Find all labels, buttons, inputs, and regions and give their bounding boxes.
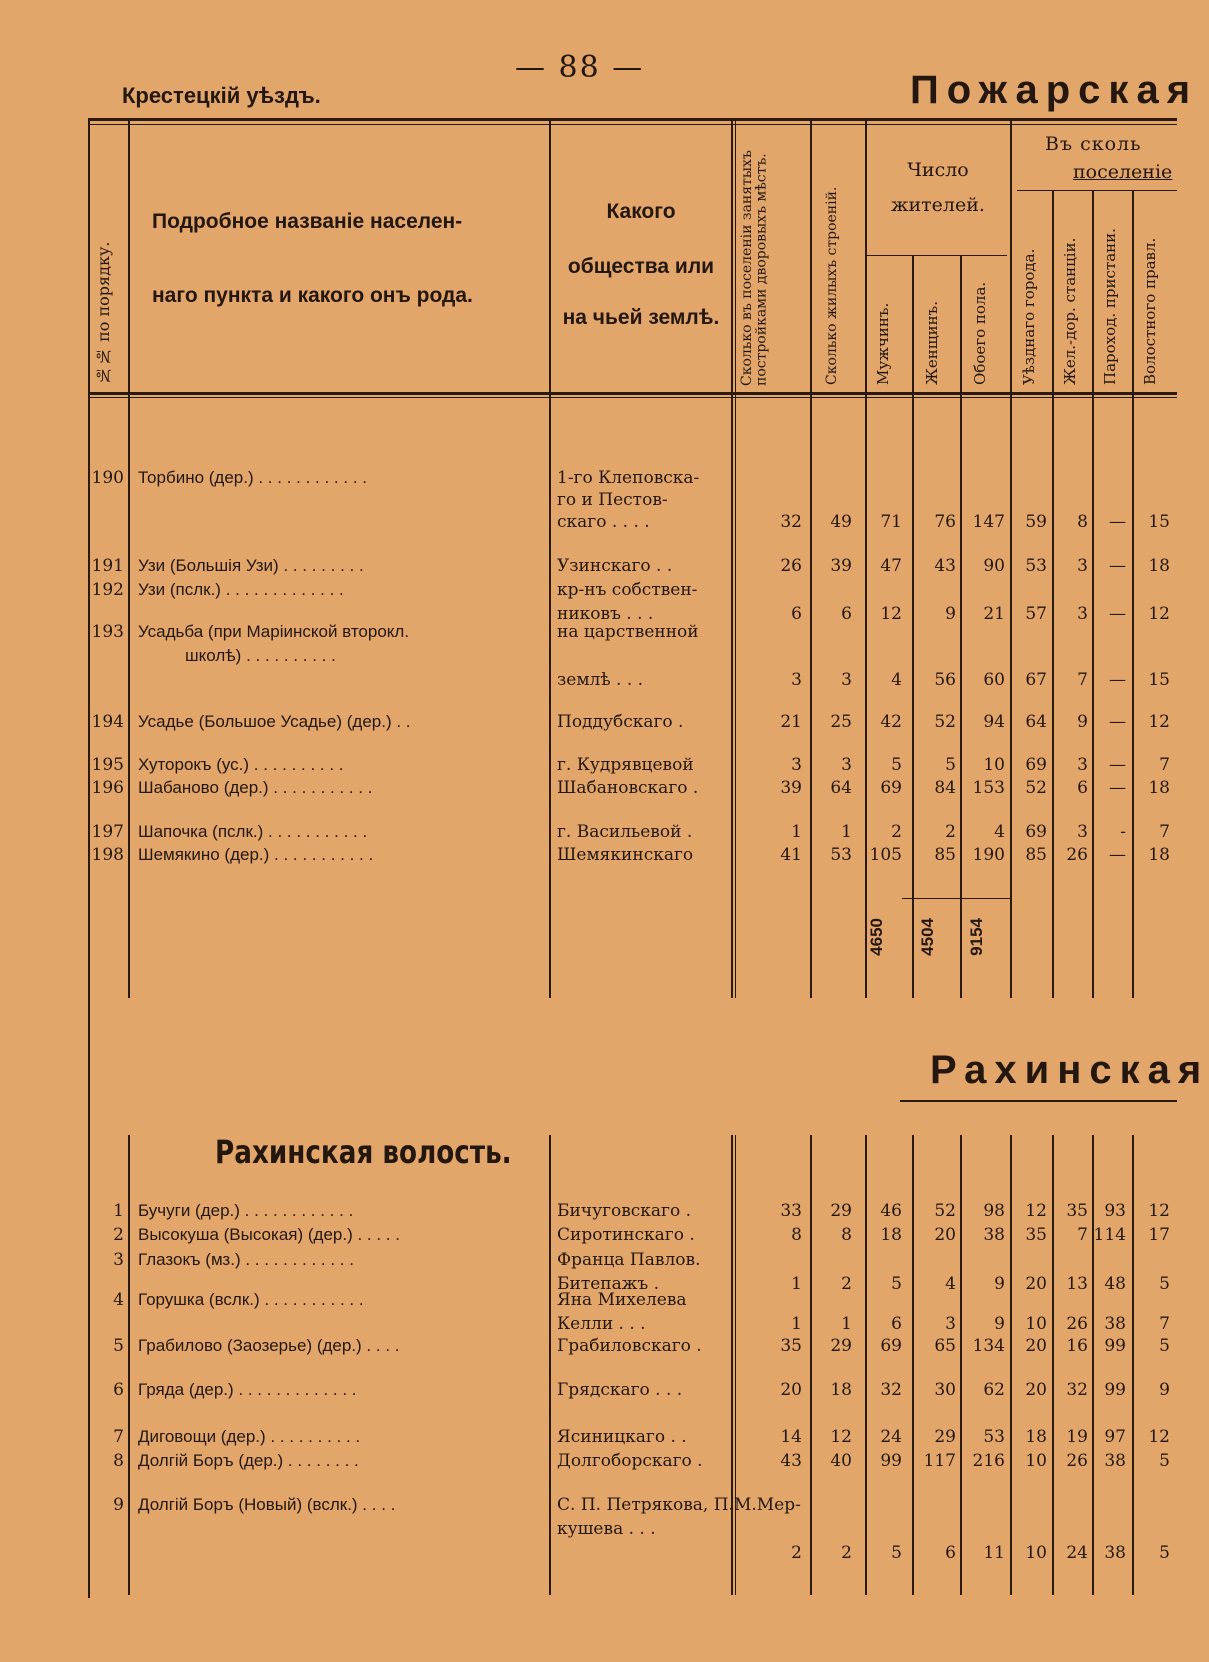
society-name: Грядскаго . . . [557, 1380, 683, 1400]
cell-vol: 15 [1148, 670, 1170, 690]
row-number: 3 [113, 1250, 124, 1270]
cell-f: 85 [934, 845, 956, 865]
cell-bld: 3 [841, 755, 852, 775]
cell-f: 65 [934, 1336, 956, 1356]
cell-pier: 38 [1104, 1451, 1126, 1471]
cell-bld: 2 [841, 1543, 852, 1563]
cell-rail: 35 [1066, 1201, 1088, 1221]
total-women: 4504 [918, 918, 937, 956]
header-col-both: Обоего пола. [971, 281, 989, 385]
cell-rail: 26 [1066, 845, 1088, 865]
cell-t: 38 [983, 1225, 1005, 1245]
cell-f: 9 [945, 604, 956, 624]
cell-f: 84 [934, 778, 956, 798]
cell-rail: 8 [1077, 512, 1088, 532]
cell-f: 52 [934, 1201, 956, 1221]
cell-town: 35 [1025, 1225, 1047, 1245]
cell-rail: 6 [1077, 778, 1088, 798]
header-top-rule-thin [88, 124, 1177, 125]
cell-f: 43 [934, 556, 956, 576]
cell-town: 52 [1025, 778, 1047, 798]
row-number: 9 [113, 1495, 124, 1515]
settlement-name: Бучуги (дер.) . . . . . . . . . . . . [138, 1201, 354, 1220]
cell-vol: 18 [1148, 778, 1170, 798]
settlement-name: Шемякино (дер.) . . . . . . . . . . . [138, 845, 374, 864]
cell-pier: — [1109, 755, 1126, 775]
section2-title: Рахинская волость. [215, 1133, 512, 1171]
cell-t: 98 [983, 1201, 1005, 1221]
cell-rail: 3 [1077, 822, 1088, 842]
society-name-cont: скаго . . . . [557, 512, 650, 532]
cell-f: 29 [934, 1427, 956, 1447]
settlement-name: Долгій Боръ (дер.) . . . . . . . . [138, 1451, 359, 1470]
cell-vol: 7 [1159, 822, 1170, 842]
row-number: 192 [91, 580, 124, 600]
cell-f: 76 [934, 512, 956, 532]
cell-t: 190 [972, 845, 1005, 865]
cell-rail: 3 [1077, 755, 1088, 775]
cell-vol: 17 [1148, 1225, 1170, 1245]
cell-town: 69 [1025, 755, 1047, 775]
cell-bld: 25 [830, 712, 852, 732]
settlement-name: Шабаново (дер.) . . . . . . . . . . . [138, 778, 373, 797]
cell-m: 32 [880, 1380, 902, 1400]
settlement-name: Глазокъ (мз.) . . . . . . . . . . . . [138, 1250, 354, 1269]
cell-t: 4 [994, 822, 1005, 842]
cell-rail: 16 [1066, 1336, 1088, 1356]
header-col-rail: Жел.-дор. станціи. [1061, 237, 1079, 385]
cell-pier: 114 [1093, 1225, 1126, 1245]
cell-pier: 38 [1104, 1543, 1126, 1563]
cell-t: 153 [972, 778, 1005, 798]
header-bottom-rule-thin [88, 397, 1177, 398]
cell-bld: 40 [830, 1451, 852, 1471]
table-row [0, 1225, 1177, 1247]
header-col-no: №№ по порядку. [94, 241, 113, 385]
cell-rail: 13 [1066, 1274, 1088, 1294]
table-row [0, 580, 1177, 624]
cell-bld: 64 [830, 778, 852, 798]
cell-vol: 5 [1159, 1451, 1170, 1471]
cell-pier: - [1120, 822, 1126, 842]
row-number: 198 [91, 845, 124, 865]
cell-t: 9 [994, 1274, 1005, 1294]
cell-m: 42 [880, 712, 902, 732]
header-col-yards: Сколько въ поселеніи занятыхъ постройками дворовыхъ мѣстъ. [739, 150, 770, 386]
header-bottom-rule [88, 392, 1177, 395]
cell-yards: 1 [791, 822, 802, 842]
society-name: Ясиницкаго . . [557, 1427, 687, 1447]
cell-yards: 1 [791, 1314, 802, 1334]
settlement-name: Усадье (Большое Усадье) (дер.) . . [138, 712, 411, 731]
cell-pier: — [1109, 778, 1126, 798]
cell-town: 69 [1025, 822, 1047, 842]
society-name-cont: никовъ . . . [557, 604, 654, 624]
cell-t: 62 [983, 1380, 1005, 1400]
cell-bld: 3 [841, 670, 852, 690]
cell-town: 57 [1025, 604, 1047, 624]
cell-t: 94 [983, 712, 1005, 732]
cell-vol: 12 [1148, 712, 1170, 732]
header-top-rule [88, 118, 1177, 121]
header-col-name-line2: наго пункта и какого онъ рода. [152, 284, 473, 307]
settlement-name: Узи (пслк.) . . . . . . . . . . . . . [138, 580, 344, 599]
page-number: — 88 — [515, 50, 645, 85]
cell-pier: 99 [1104, 1336, 1126, 1356]
cell-bld: 39 [830, 556, 852, 576]
cell-pier: 48 [1104, 1274, 1126, 1294]
society-name: на царственной [557, 622, 699, 642]
row-number: 1 [113, 1201, 124, 1221]
header-col-society-line2: общества или [567, 255, 715, 278]
row-number: 4 [113, 1290, 124, 1310]
cell-yards: 20 [780, 1380, 802, 1400]
row-number: 8 [113, 1451, 124, 1471]
table-row [0, 845, 1177, 867]
cell-f: 4 [945, 1274, 956, 1294]
header-col-volost: Волостного правл. [1141, 237, 1159, 385]
cell-yards: 3 [791, 670, 802, 690]
cell-pier: — [1109, 845, 1126, 865]
row-number: 6 [113, 1380, 124, 1400]
table-row [0, 1201, 1177, 1223]
table-row [0, 622, 1177, 690]
table-row [0, 1250, 1177, 1294]
cell-pier: 93 [1104, 1201, 1126, 1221]
header-distance-line2: поселеніе [1073, 161, 1173, 183]
society-name-cont: Келли . . . [557, 1314, 646, 1334]
cell-rail: 32 [1066, 1380, 1088, 1400]
cell-m: 18 [880, 1225, 902, 1245]
society-name: 1-го Клеповска- [557, 468, 700, 488]
cell-m: 12 [880, 604, 902, 624]
volost-header-rule [900, 1100, 1177, 1102]
cell-pier: 99 [1104, 1380, 1126, 1400]
table-row [0, 822, 1177, 844]
cell-m: 5 [891, 1543, 902, 1563]
distance-subrule [1017, 190, 1177, 191]
totals-rule [902, 898, 1012, 899]
cell-m: 2 [891, 822, 902, 842]
table-row [0, 755, 1177, 777]
cell-f: 56 [934, 670, 956, 690]
cell-yards: 8 [791, 1225, 802, 1245]
settlement-name: Шапочка (пслк.) . . . . . . . . . . . [138, 822, 368, 841]
cell-rail: 7 [1077, 1225, 1088, 1245]
row-number: 2 [113, 1225, 124, 1245]
cell-vol: 12 [1148, 1201, 1170, 1221]
cell-m: 105 [869, 845, 902, 865]
cell-vol: 5 [1159, 1543, 1170, 1563]
settlement-name: Грабилово (Заозерье) (дер.) . . . . [138, 1336, 400, 1355]
table-row [0, 1451, 1177, 1473]
cell-pier: 38 [1104, 1314, 1126, 1334]
cell-t: 60 [983, 670, 1005, 690]
header-col-society-line3: на чьей землѣ. [562, 306, 720, 329]
cell-town: 53 [1025, 556, 1047, 576]
cell-rail: 26 [1066, 1451, 1088, 1471]
cell-vol: 7 [1159, 1314, 1170, 1334]
cell-vol: 15 [1148, 512, 1170, 532]
cell-bld: 2 [841, 1274, 852, 1294]
society-name: Узинскаго . . [557, 556, 673, 576]
cell-yards: 35 [780, 1336, 802, 1356]
society-name: Яна Михелева [557, 1290, 687, 1310]
cell-town: 85 [1025, 845, 1047, 865]
cell-town: 67 [1025, 670, 1047, 690]
cell-bld: 12 [830, 1427, 852, 1447]
table-row [0, 468, 1177, 532]
table-row [0, 1336, 1177, 1358]
cell-town: 10 [1025, 1451, 1047, 1471]
header-col-town: Уѣзднаго города. [1020, 248, 1038, 385]
cell-bld: 1 [841, 1314, 852, 1334]
cell-town: 59 [1025, 512, 1047, 532]
settlement-name: Торбино (дер.) . . . . . . . . . . . . [138, 468, 367, 487]
cell-vol: 9 [1159, 1380, 1170, 1400]
cell-m: 69 [880, 1336, 902, 1356]
cell-town: 64 [1025, 712, 1047, 732]
row-number: 195 [91, 755, 124, 775]
row-number: 196 [91, 778, 124, 798]
cell-m: 99 [880, 1451, 902, 1471]
cell-f: 5 [945, 755, 956, 775]
header-distance-line1: Въ сколь [1045, 133, 1142, 155]
header-col-name-line1: Подробное названіе населен- [152, 210, 463, 233]
cell-yards: 21 [780, 712, 802, 732]
row-number: 190 [91, 468, 124, 488]
cell-rail: 3 [1077, 556, 1088, 576]
cell-rail: 26 [1066, 1314, 1088, 1334]
cell-m: 71 [880, 512, 902, 532]
settlement-name: Высокуша (Высокая) (дер.) . . . . . [138, 1225, 400, 1244]
cell-pier: — [1109, 512, 1126, 532]
table-row [0, 778, 1177, 800]
cell-town: 10 [1025, 1314, 1047, 1334]
cell-m: 6 [891, 1314, 902, 1334]
cell-yards: 26 [780, 556, 802, 576]
cell-yards: 1 [791, 1274, 802, 1294]
cell-bld: 1 [841, 822, 852, 842]
header-residents-line2: жителей. [891, 194, 985, 216]
cell-t: 216 [972, 1451, 1005, 1471]
cell-bld: 8 [841, 1225, 852, 1245]
cell-pier: — [1109, 556, 1126, 576]
society-name-cont: Битепажъ . [557, 1274, 660, 1294]
cell-yards: 39 [780, 778, 802, 798]
settlement-name: Узи (Большія Узи) . . . . . . . . . [138, 556, 364, 575]
cell-yards: 41 [780, 845, 802, 865]
cell-vol: 5 [1159, 1336, 1170, 1356]
society-name-cont: кушева . . . [557, 1519, 656, 1539]
cell-rail: 19 [1066, 1427, 1088, 1447]
cell-m: 5 [891, 755, 902, 775]
row-number: 197 [91, 822, 124, 842]
cell-t: 134 [972, 1336, 1005, 1356]
cell-yards: 33 [780, 1201, 802, 1221]
society-name: г. Кудрявцевой [557, 755, 694, 775]
header-col-society-line1: Какого [606, 200, 676, 223]
table-row [0, 1427, 1177, 1449]
cell-pier: — [1109, 670, 1126, 690]
row-number: 193 [91, 622, 124, 642]
society-name: Бичуговскаго . [557, 1201, 692, 1221]
cell-town: 10 [1025, 1543, 1047, 1563]
cell-pier: 97 [1104, 1427, 1126, 1447]
row-number: 191 [91, 556, 124, 576]
cell-yards: 32 [780, 512, 802, 532]
cell-rail: 3 [1077, 604, 1088, 624]
settlement-name: Гряда (дер.) . . . . . . . . . . . . . [138, 1380, 357, 1399]
cell-f: 30 [934, 1380, 956, 1400]
society-name: Шабановскаго . [557, 778, 699, 798]
header-col-men: Мужчинъ. [874, 302, 892, 385]
cell-m: 69 [880, 778, 902, 798]
cell-yards: 3 [791, 755, 802, 775]
total-both: 9154 [967, 918, 986, 956]
table-row [0, 712, 1177, 734]
cell-t: 11 [983, 1543, 1005, 1563]
cell-f: 2 [945, 822, 956, 842]
cell-t: 9 [994, 1314, 1005, 1334]
cell-bld: 18 [830, 1380, 852, 1400]
table-row [0, 556, 1177, 578]
cell-bld: 49 [830, 512, 852, 532]
cell-town: 20 [1025, 1380, 1047, 1400]
society-name: Поддубскаго . [557, 712, 684, 732]
total-men: 4650 [867, 918, 886, 956]
cell-yards: 14 [780, 1427, 802, 1447]
cell-t: 53 [983, 1427, 1005, 1447]
row-number: 7 [113, 1427, 124, 1447]
cell-vol: 18 [1148, 556, 1170, 576]
cell-town: 12 [1025, 1201, 1047, 1221]
header-col-women: Женщинъ. [923, 301, 941, 385]
society-name: Франца Павлов. [557, 1250, 701, 1270]
settlement-name: Хуторокъ (ус.) . . . . . . . . . . [138, 755, 344, 774]
society-name: Шемякинскаго [557, 845, 694, 865]
cell-t: 90 [983, 556, 1005, 576]
cell-bld: 29 [830, 1336, 852, 1356]
header-col-pier: Пароход. пристани. [1101, 228, 1119, 385]
row-number: 194 [91, 712, 124, 732]
header-residents-line1: Число [907, 159, 969, 181]
cell-f: 3 [945, 1314, 956, 1334]
cell-f: 52 [934, 712, 956, 732]
cell-vol: 12 [1148, 1427, 1170, 1447]
cell-t: 21 [983, 604, 1005, 624]
cell-f: 20 [934, 1225, 956, 1245]
cell-rail: 24 [1066, 1543, 1088, 1563]
residents-subrule [865, 255, 1007, 256]
cell-m: 46 [880, 1201, 902, 1221]
volost-header-top: Пожарская [910, 68, 1199, 112]
cell-bld: 29 [830, 1201, 852, 1221]
cell-yards: 2 [791, 1543, 802, 1563]
table-row [0, 1495, 1177, 1563]
table-row [0, 1380, 1177, 1402]
society-name-cont: землѣ . . . [557, 670, 644, 690]
header-col-buildings: Сколько жилыхъ строеній. [824, 186, 840, 385]
cell-yards: 6 [791, 604, 802, 624]
society-name-cont: го и Пестов- [557, 490, 668, 510]
society-name: Грабиловскаго . [557, 1336, 702, 1356]
cell-town: 20 [1025, 1336, 1047, 1356]
table-row [0, 1290, 1177, 1334]
settlement-name-cont: школѣ) . . . . . . . . . . [185, 646, 336, 665]
society-name: кр-нъ собствен- [557, 580, 698, 600]
row-number: 5 [113, 1336, 124, 1356]
cell-vol: 12 [1148, 604, 1170, 624]
cell-vol: 7 [1159, 755, 1170, 775]
volost-header-bottom: Рахинская [930, 1048, 1209, 1092]
cell-m: 24 [880, 1427, 902, 1447]
cell-town: 18 [1025, 1427, 1047, 1447]
cell-vol: 5 [1159, 1274, 1170, 1294]
cell-town: 20 [1025, 1274, 1047, 1294]
district-title: Крестецкій уѣздъ. [122, 83, 321, 108]
cell-pier: — [1109, 712, 1126, 732]
cell-bld: 53 [830, 845, 852, 865]
society-name: г. Васильевой . [557, 822, 693, 842]
settlement-name: Горушка (вслк.) . . . . . . . . . . . [138, 1290, 364, 1309]
cell-yards: 43 [780, 1451, 802, 1471]
cell-m: 47 [880, 556, 902, 576]
settlement-name: Усадьба (при Маріинской второкл. [138, 622, 410, 641]
cell-rail: 9 [1077, 712, 1088, 732]
society-name: Долгоборскаго . [557, 1451, 703, 1471]
cell-f: 6 [945, 1543, 956, 1563]
cell-t: 10 [983, 755, 1005, 775]
cell-t: 147 [972, 512, 1005, 532]
settlement-name: Диговощи (дер.) . . . . . . . . . . [138, 1427, 361, 1446]
cell-vol: 18 [1148, 845, 1170, 865]
society-name: С. П. Петрякова, П.М.Мер- [557, 1495, 801, 1515]
cell-pier: — [1109, 604, 1126, 624]
cell-m: 5 [891, 1274, 902, 1294]
cell-f: 117 [923, 1451, 956, 1471]
cell-bld: 6 [841, 604, 852, 624]
cell-m: 4 [891, 670, 902, 690]
society-name: Сиротинскаго . [557, 1225, 695, 1245]
settlement-name: Долгій Боръ (Новый) (вслк.) . . . . [138, 1495, 396, 1514]
cell-rail: 7 [1077, 670, 1088, 690]
